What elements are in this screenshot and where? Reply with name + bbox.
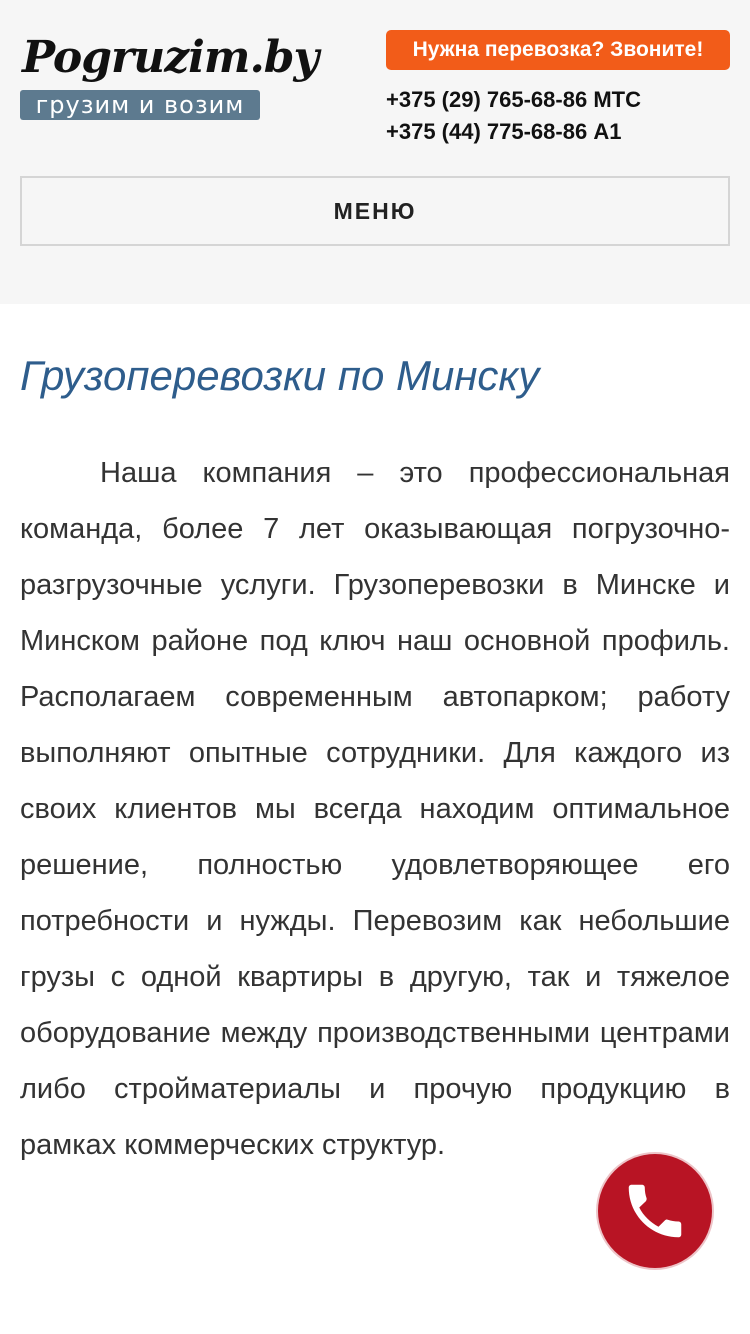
call-button[interactable] bbox=[598, 1154, 712, 1268]
phone-handset-icon bbox=[620, 1176, 690, 1246]
intro-paragraph: Наша компания – это профессиональная команда, более 7 лет оказывающая погрузочно-разгрузочные услуги. Грузоперевозки в Минске и Минском районе под ключ наш основной профиль. Располагаем современным автопарком; работу выполняют опытные сотрудники. Для каждого из своих клиентов мы всегда находим оптимальное решение, полностью удовлетворяющее его потребности и нужды. Перевозим как небольшие грузы с одной квартиры в другую, так и тяжелое оборудование между производственными центрами либо стройматериалы и прочую продукцию в рамках коммерческих структур. bbox=[20, 457, 730, 1161]
phone-link-mts[interactable]: +375 (29) 765-68-86 МТС bbox=[386, 87, 641, 112]
phone-link-a1[interactable]: +375 (44) 775-68-86 А1 bbox=[386, 119, 622, 144]
logo-tagline: грузим и возим bbox=[20, 90, 260, 120]
menu-button[interactable]: МЕНЮ bbox=[20, 176, 730, 246]
site-header bbox=[0, 0, 750, 304]
logo-wordmark: Pogruzim.by bbox=[22, 32, 319, 83]
page-title: Грузоперевозки по Минску bbox=[20, 352, 540, 399]
site-logo[interactable] bbox=[20, 28, 319, 122]
call-to-action-badge[interactable]: Нужна перевозка? Звоните! bbox=[386, 30, 730, 70]
